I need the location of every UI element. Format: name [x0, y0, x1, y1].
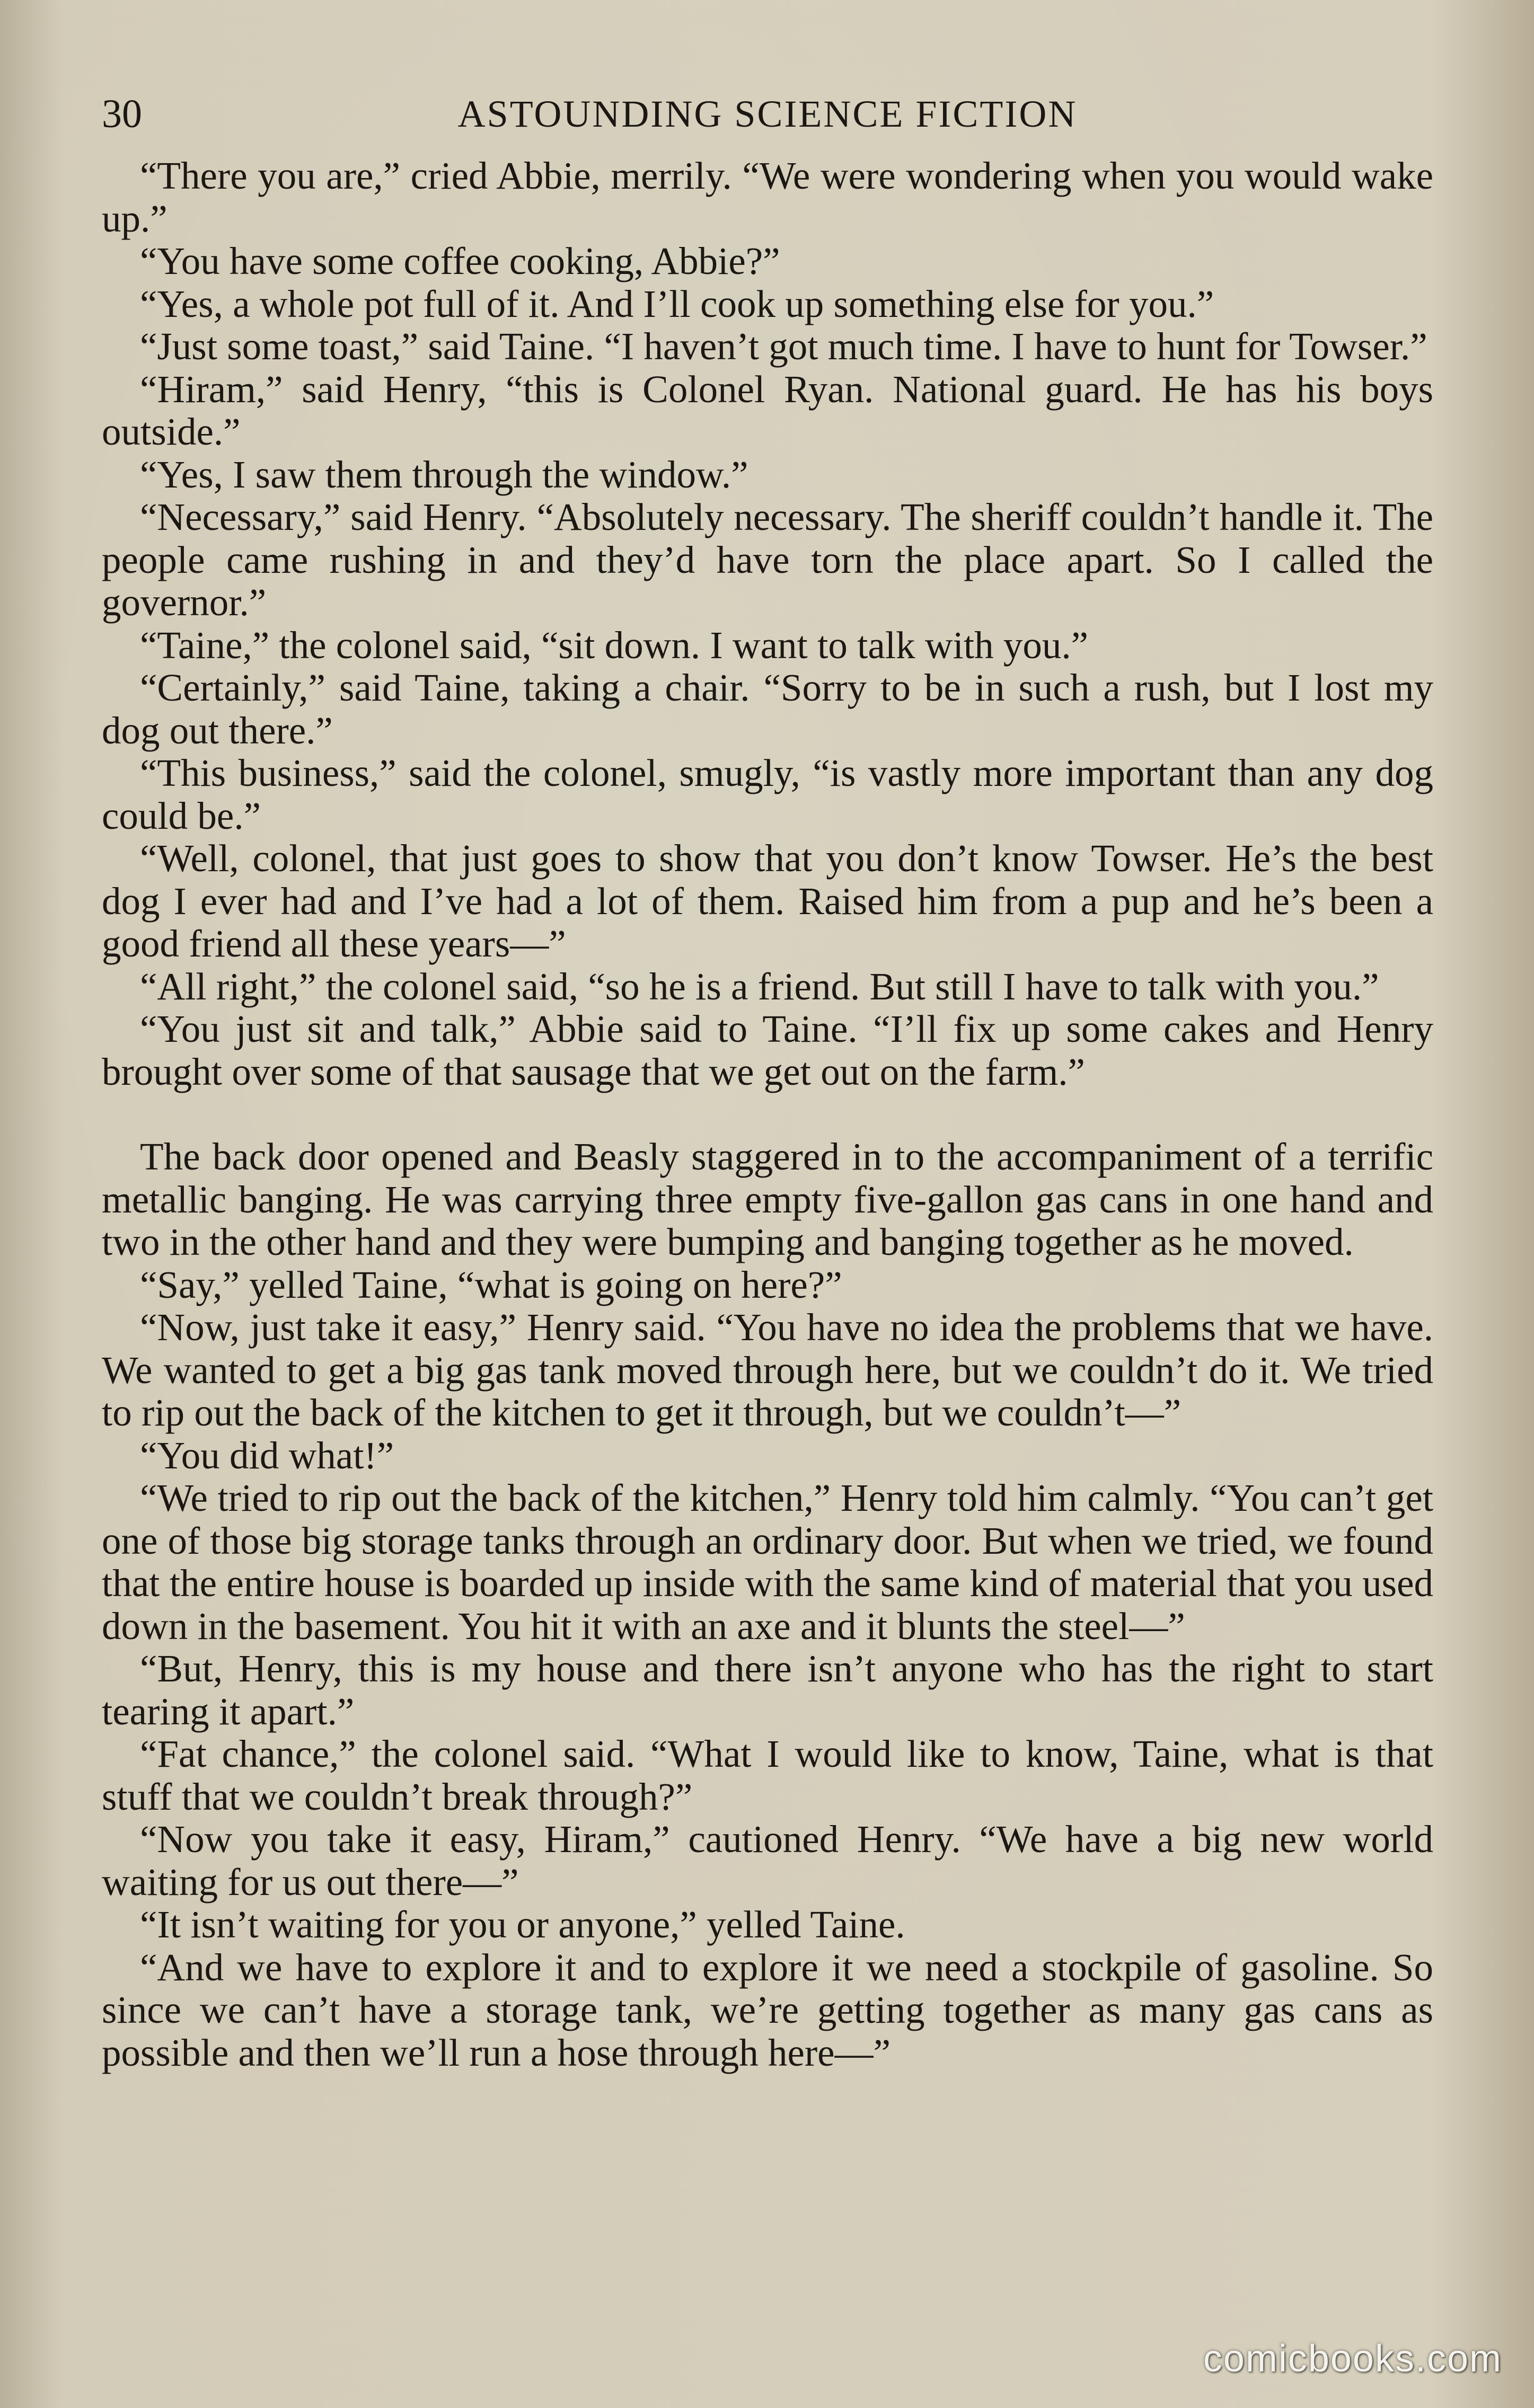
paragraph: “Well, colonel, that just goes to show that you don’t know Towser. He’s the best dog I ever had and I’ve had a lot of them. Raised him from a pup and he’s been a good friend all these years—” [102, 837, 1433, 965]
running-head: ASTOUNDING SCIENCE FICTION [457, 93, 1078, 135]
paragraph: “Necessary,” said Henry. “Absolutely necessary. The sheriff couldn’t handle it. The people came rushing in and they’d have torn the place apart. So I called the governor.” [102, 495, 1433, 624]
paragraph: “This business,” said the colonel, smugly, “is vastly more important than any dog could be.” [102, 751, 1433, 837]
body-text [102, 155, 1433, 2074]
paragraph: “Now you take it easy, Hiram,” cautioned Henry. “We have a big new world waiting for us out there—” [102, 1818, 1433, 1904]
paragraph: “Hiram,” said Henry, “this is Colonel Ryan. National guard. He has his boys outside.” [102, 367, 1433, 453]
paragraph: “Yes, I saw them through the window.” [140, 453, 748, 496]
paragraph: “But, Henry, this is my house and there isn’t anyone who has the right to start tearing it apart.” [102, 1647, 1433, 1733]
paragraph: “All right,” the colonel said, “so he is a friend. But still I have to talk with you.” [140, 964, 1379, 1008]
page-number: 30 [102, 92, 142, 136]
paragraph: “You have some coffee cooking, Abbie?” [140, 240, 780, 282]
paragraph: “Yes, a whole pot full of it. And I’ll cook up something else for you.” [140, 282, 1214, 325]
paragraph: “You did what!” [140, 1433, 394, 1477]
paragraph: “Taine,” the colonel said, “sit down. I want to talk with you.” [140, 623, 1088, 667]
paragraph: “Just some toast,” said Taine. “I haven’t got much time. I have to hunt for Towser.” [140, 325, 1427, 368]
watermark: comicbooks.com [1203, 2338, 1502, 2380]
paragraph: “Certainly,” said Taine, taking a chair. “Sorry to be in such a rush, but I lost my dog out there.” [102, 666, 1433, 752]
page-header [102, 85, 1433, 143]
paragraph: “It isn’t waiting for you or anyone,” yelled Taine. [140, 1903, 905, 1946]
paragraph: “We tried to rip out the back of the kitchen,” Henry told him calmly. “You can’t get one of those big storage tanks through an ordinary door. But when we tried, we found that the entire house is boarded up inside with the same kind of material that you used down in the basement. You hit it with an axe and it blunts the steel—” [102, 1476, 1433, 1648]
paragraph: “There you are,” cried Abbie, merrily. “We were wondering when you would wake up.” [102, 154, 1433, 240]
paragraph: “Say,” yelled Taine, “what is going on here?” [140, 1263, 842, 1306]
paragraph: “Now, just take it easy,” Henry said. “You have no idea the problems that we have. We wanted to get a big gas tank moved through here, but we couldn’t do it. We tried to rip out the back of the kitchen to get it through, but we couldn’t—” [102, 1306, 1433, 1434]
paragraph: “You just sit and talk,” Abbie said to Taine. “I’ll fix up some cakes and Henry brought over some of that sausage that we get out on the farm.” [102, 1007, 1433, 1093]
paragraph: “And we have to explore it and to explore it we need a stockpile of gasoline. So since we can’t have a storage tank, we’re getting together as many gas cans as possible and then we’ll run a hose through here—” [102, 1945, 1433, 2074]
paragraph: “Fat chance,” the colonel said. “What I would like to know, Taine, what is that stuff that we couldn’t break through?” [102, 1732, 1433, 1818]
paragraph: The back door opened and Beasly staggered in to the accompaniment of a terrific metallic banging. He was carrying three empty five-gallon gas cans in one hand and two in the other hand and they were bumping and banging together as he moved. [102, 1135, 1433, 1263]
